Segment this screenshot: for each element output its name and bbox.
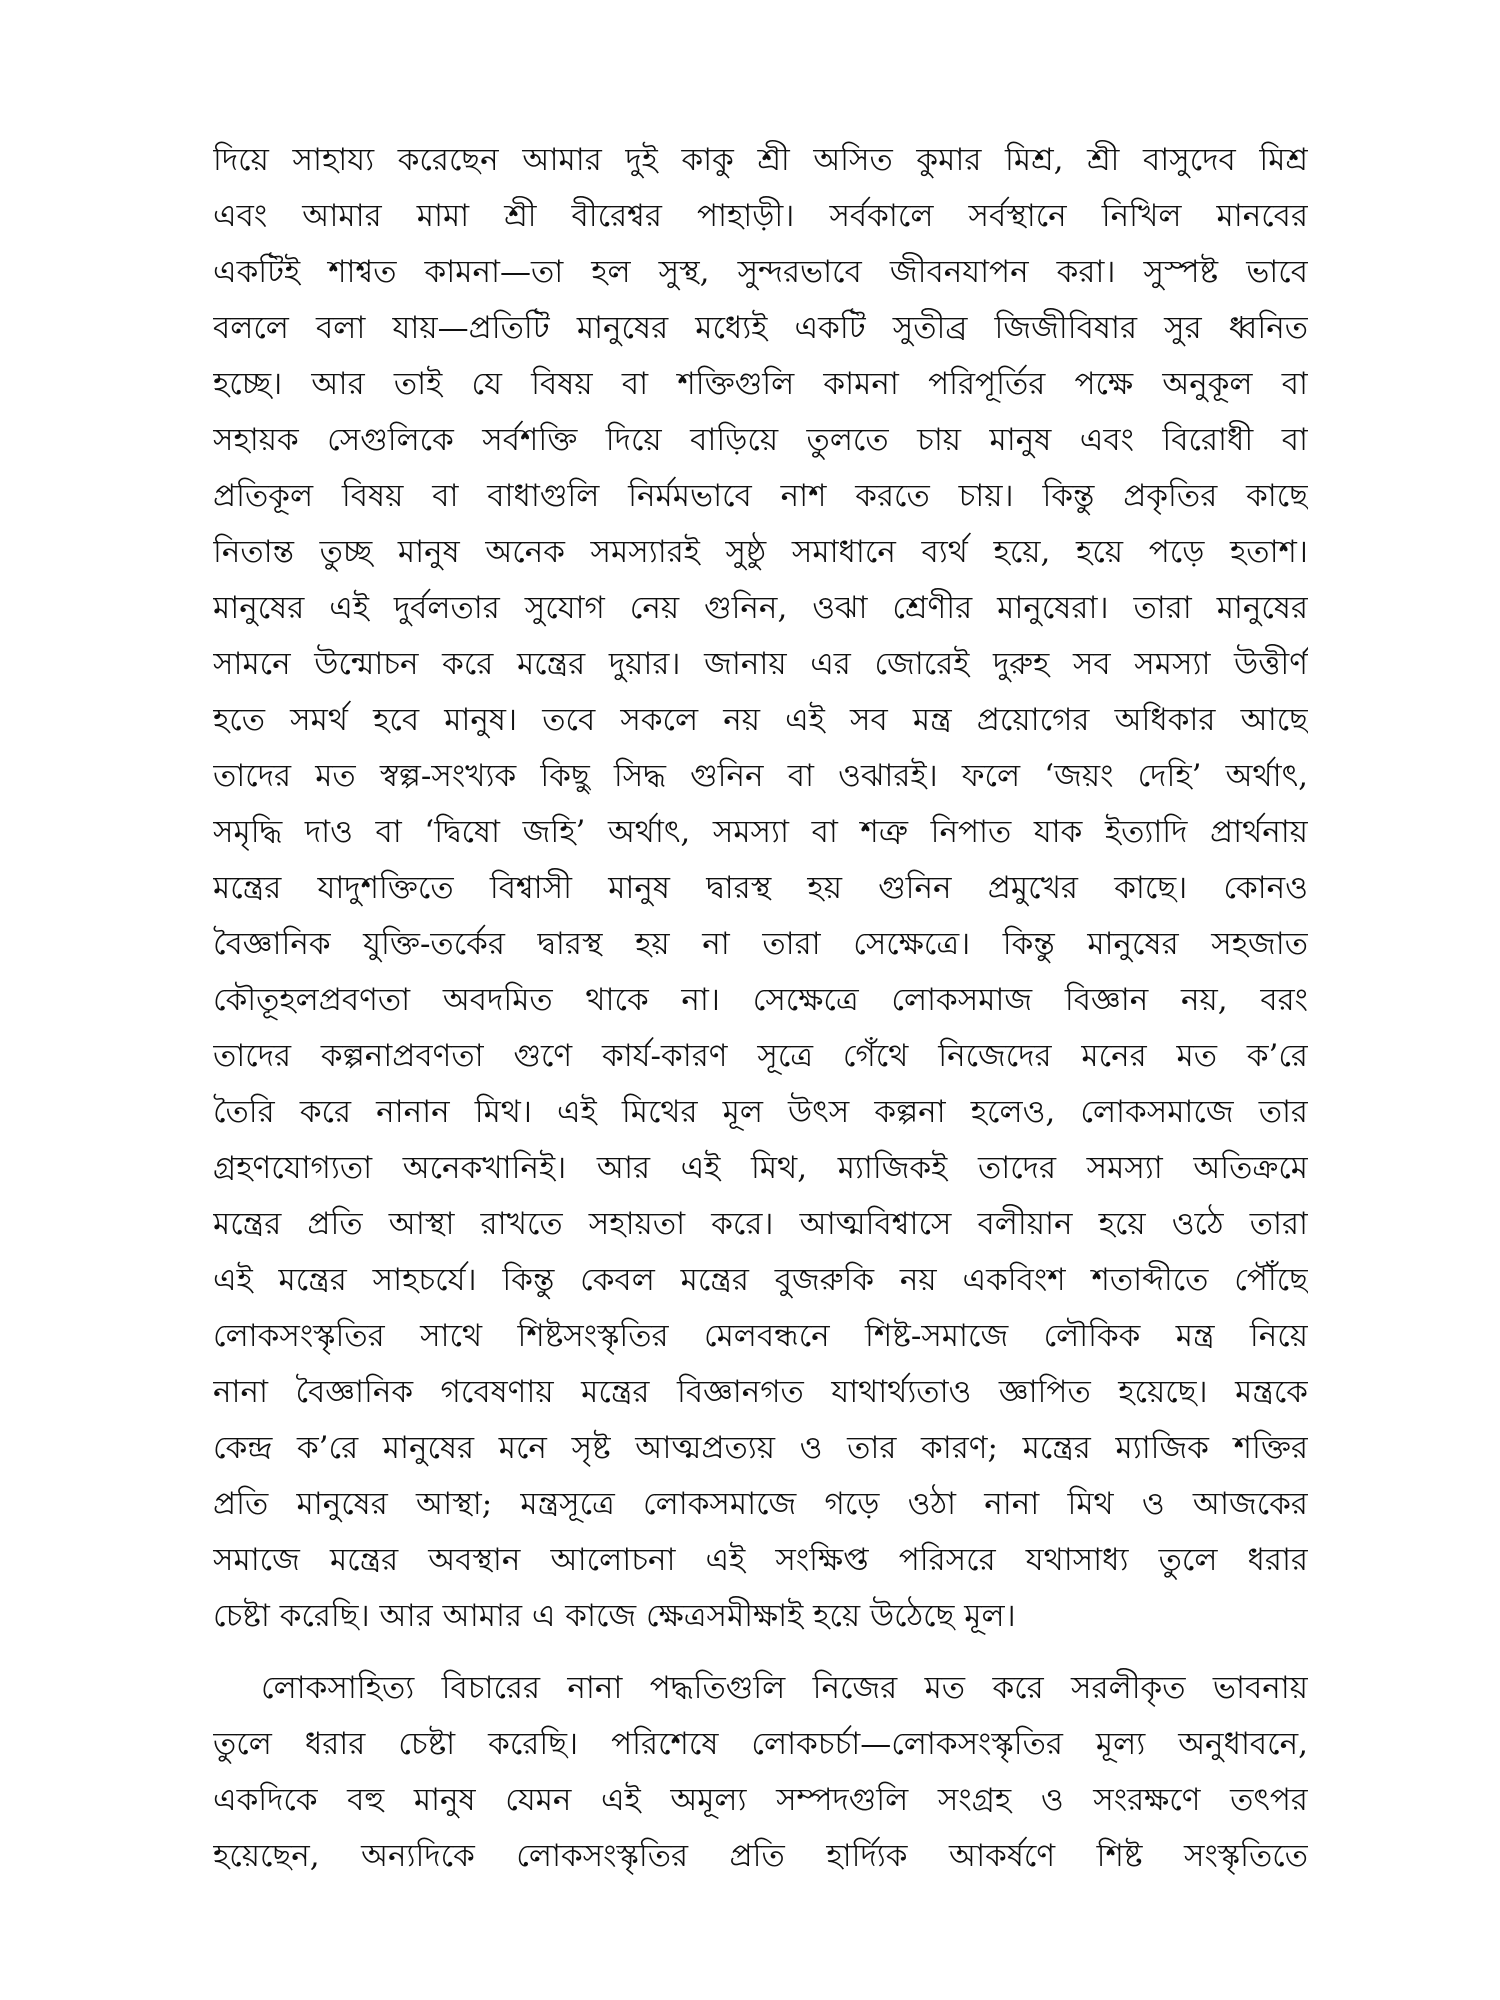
- text-line: প্রতিকূল বিষয় বা বাধাগুলি নির্মমভাবে নাশ করতে চায়। কিন্তু প্রকৃতির কাছে: [213, 478, 1308, 514]
- text-line: বৈজ্ঞানিক যুক্তি-তর্কের দ্বারস্থ হয় না তারা সেক্ষেত্রে। কিন্তু মানুষের সহজাত: [213, 926, 1308, 962]
- text-line: মন্ত্রের যাদুশক্তিতে বিশ্বাসী মানুষ দ্বারস্থ হয় গুনিন প্রমুখের কাছে। কোনও: [213, 870, 1308, 906]
- text-line: দিয়ে সাহায্য করেছেন আমার দুই কাকু শ্রী অসিত কুমার মিশ্র, শ্রী বাসুদেব মিশ্র: [213, 142, 1308, 178]
- text-line: হতে সমর্থ হবে মানুষ। তবে সকলে নয় এই সব মন্ত্র প্রয়োগের অধিকার আছে: [213, 702, 1308, 738]
- text-line: এবং আমার মামা শ্রী বীরেশ্বর পাহাড়ী। সর্বকালে সর্বস্থানে নিখিল মানবের: [213, 198, 1308, 234]
- text-line: গ্রহণযোগ্যতা অনেকখানিই। আর এই মিথ, ম্যাজিকই তাদের সমস্যা অতিক্রমে: [213, 1150, 1308, 1186]
- text-line: তৈরি করে নানান মিথ। এই মিথের মূল উৎস কল্পনা হলেও, লোকসমাজে তার: [213, 1094, 1308, 1130]
- text-line: সামনে উন্মোচন করে মন্ত্রের দুয়ার। জানায় এর জোরেই দুরুহ সব সমস্যা উত্তীর্ণ: [213, 646, 1308, 682]
- text-line: বললে বলা যায়—প্রতিটি মানুষের মধ্যেই একটি সুতীব্র জিজীবিষার সুর ধ্বনিত: [213, 310, 1308, 346]
- text-line: লোকসংস্কৃতির সাথে শিষ্টসংস্কৃতির মেলবন্ধনে শিষ্ট-সমাজে লৌকিক মন্ত্র নিয়ে: [213, 1318, 1308, 1354]
- text-line: একদিকে বহু মানুষ যেমন এই অমূল্য সম্পদগুলি সংগ্রহ ও সংরক্ষণে তৎপর: [213, 1782, 1308, 1818]
- text-line: মন্ত্রের প্রতি আস্থা রাখতে সহায়তা করে। আত্মবিশ্বাসে বলীয়ান হয়ে ওঠে তারা: [213, 1206, 1308, 1242]
- text-line: কেন্দ্র ক’রে মানুষের মনে সৃষ্ট আত্মপ্রত্যয় ও তার কারণ; মন্ত্রের ম্যাজিক শক্তির: [213, 1430, 1308, 1466]
- text-line: নিতান্ত তুচ্ছ মানুষ অনেক সমস্যারই সুষ্ঠু সমাধানে ব্যর্থ হয়ে, হয়ে পড়ে হতাশ।: [213, 534, 1308, 570]
- text-line: একটিই শাশ্বত কামনা—তা হল সুস্থ, সুন্দরভাবে জীবনযাপন করা। সুস্পষ্ট ভাবে: [213, 254, 1308, 290]
- text-line: প্রতি মানুষের আস্থা; মন্ত্রসূত্রে লোকসমাজে গড়ে ওঠা নানা মিথ ও আজকের: [213, 1486, 1308, 1522]
- text-line: তাদের কল্পনাপ্রবণতা গুণে কার্য-কারণ সূত্রে গেঁথে নিজেদের মনের মত ক’রে: [213, 1038, 1308, 1074]
- text-line: সমাজে মন্ত্রের অবস্থান আলোচনা এই সংক্ষিপ্ত পরিসরে যথাসাধ্য তুলে ধরার: [213, 1542, 1308, 1578]
- paragraph-2: [213, 1660, 1308, 1884]
- paragraph-1: [213, 132, 1308, 1644]
- text-line: হচ্ছে। আর তাই যে বিষয় বা শক্তিগুলি কামনা পরিপূর্তির পক্ষে অনুকূল বা: [213, 366, 1308, 402]
- text-line: এই মন্ত্রের সাহচর্যে। কিন্তু কেবল মন্ত্রের বুজরুকি নয় একবিংশ শতাব্দীতে পৌঁছে: [213, 1262, 1308, 1298]
- text-line: কৌতূহলপ্রবণতা অবদমিত থাকে না। সেক্ষেত্রে লোকসমাজ বিজ্ঞান নয়, বরং: [213, 982, 1308, 1018]
- text-line: চেষ্টা করেছি। আর আমার এ কাজে ক্ষেত্রসমীক্ষাই হয়ে উঠেছে মূল।: [213, 1598, 1016, 1634]
- text-line: তাদের মত স্বল্প-সংখ্যক কিছু সিদ্ধ গুনিন বা ওঝারই। ফলে ‘জয়ং দেহি’ অর্থাৎ,: [213, 758, 1308, 794]
- text-line: লোকসাহিত্য বিচারের নানা পদ্ধতিগুলি নিজের মত করে সরলীকৃত ভাবনায়: [261, 1670, 1308, 1706]
- text-line: হয়েছেন, অন্যদিকে লোকসংস্কৃতির প্রতি হার্দ্যিক আকর্ষণে শিষ্ট সংস্কৃতিতে: [213, 1838, 1308, 1874]
- text-line: তুলে ধরার চেষ্টা করেছি। পরিশেষে লোকচর্চা—লোকসংস্কৃতির মূল্য অনুধাবনে,: [213, 1726, 1308, 1762]
- text-line: সহায়ক সেগুলিকে সর্বশক্তি দিয়ে বাড়িয়ে তুলতে চায় মানুষ এবং বিরোধী বা: [213, 422, 1308, 458]
- text-line: সমৃদ্ধি দাও বা ‘দ্বিষো জহি’ অর্থাৎ, সমস্যা বা শত্রু নিপাত যাক ইত্যাদি প্রার্থনায়: [213, 814, 1308, 850]
- text-line: নানা বৈজ্ঞানিক গবেষণায় মন্ত্রের বিজ্ঞানগত যাথার্থ্যতাও জ্ঞাপিত হয়েছে। মন্ত্রকে: [213, 1374, 1308, 1410]
- body-text: [213, 132, 1308, 1884]
- text-line: মানুষের এই দুর্বলতার সুযোগ নেয় গুনিন, ওঝা শ্রেণীর মানুষেরা। তারা মানুষের: [213, 590, 1308, 626]
